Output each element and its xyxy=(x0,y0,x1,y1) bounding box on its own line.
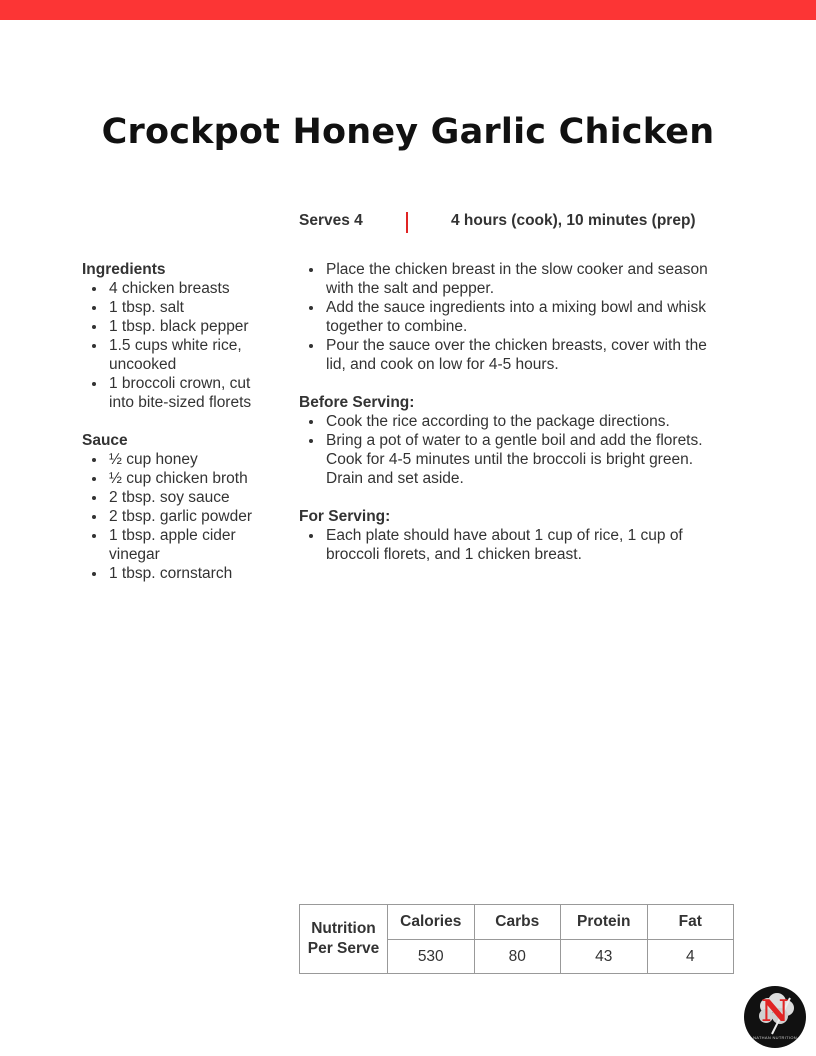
fat-header: Fat xyxy=(647,905,734,940)
carbs-value: 80 xyxy=(474,940,561,974)
table-row xyxy=(300,905,734,940)
list-item: 1 tbsp. black pepper xyxy=(82,317,272,336)
calories-header: Calories xyxy=(388,905,475,940)
list-item: ½ cup honey xyxy=(82,450,272,469)
list-item: Each plate should have about 1 cup of rice, 1 cup of broccoli florets, and 1 chicken breast. xyxy=(299,526,729,564)
list-item: 1 tbsp. salt xyxy=(82,298,272,317)
servings: Serves 4 xyxy=(299,212,363,229)
list-item: 1 broccoli crown, cut into bite-sized florets xyxy=(82,374,272,412)
meta-separator xyxy=(406,212,408,233)
list-item: 2 tbsp. soy sauce xyxy=(82,488,272,507)
logo-text: NATHAN NUTRITION xyxy=(753,1035,797,1040)
for-serving-heading: For Serving: xyxy=(299,508,391,525)
list-item: Place the chicken breast in the slow cooker and season with the salt and pepper. xyxy=(299,260,729,298)
ingredients-column xyxy=(82,260,272,583)
top-accent-bar xyxy=(0,0,816,20)
nutrition-label: Nutrition Per Serve xyxy=(300,905,388,974)
list-item: 1.5 cups white rice, uncooked xyxy=(82,336,272,374)
list-item: 2 tbsp. garlic powder xyxy=(82,507,272,526)
calories-value: 530 xyxy=(388,940,475,974)
cook-prep-time: 4 hours (cook), 10 minutes (prep) xyxy=(451,212,696,229)
carbs-header: Carbs xyxy=(474,905,561,940)
list-item: 1 tbsp. cornstarch xyxy=(82,564,272,583)
list-item: 1 tbsp. apple cider vinegar xyxy=(82,526,272,564)
list-item: Cook the rice according to the package directions. xyxy=(299,412,729,431)
method-column xyxy=(299,260,729,564)
fat-value: 4 xyxy=(647,940,734,974)
method-steps xyxy=(299,260,729,374)
for-serving-steps xyxy=(299,526,729,564)
ingredients-list xyxy=(82,279,272,412)
list-item: Pour the sauce over the chicken breasts, cover with the lid, and cook on low for 4-5 hours. xyxy=(299,336,729,374)
before-serving-steps xyxy=(299,412,729,488)
before-serving-heading: Before Serving: xyxy=(299,394,415,411)
protein-value: 43 xyxy=(561,940,648,974)
nutrition-table xyxy=(299,904,734,974)
brand-logo xyxy=(744,986,806,1048)
recipe-title: Crockpot Honey Garlic Chicken xyxy=(101,112,715,152)
logo-letter: N xyxy=(761,994,789,1029)
sauce-heading: Sauce xyxy=(82,432,128,449)
protein-header: Protein xyxy=(561,905,648,940)
list-item: 4 chicken breasts xyxy=(82,279,272,298)
sauce-list xyxy=(82,450,272,583)
list-item: Add the sauce ingredients into a mixing bowl and whisk together to combine. xyxy=(299,298,729,336)
ingredients-heading: Ingredients xyxy=(82,261,166,278)
list-item: ½ cup chicken broth xyxy=(82,469,272,488)
list-item: Bring a pot of water to a gentle boil and add the florets. Cook for 4-5 minutes until the broccoli is bright green. Drain and set aside. xyxy=(299,431,729,488)
